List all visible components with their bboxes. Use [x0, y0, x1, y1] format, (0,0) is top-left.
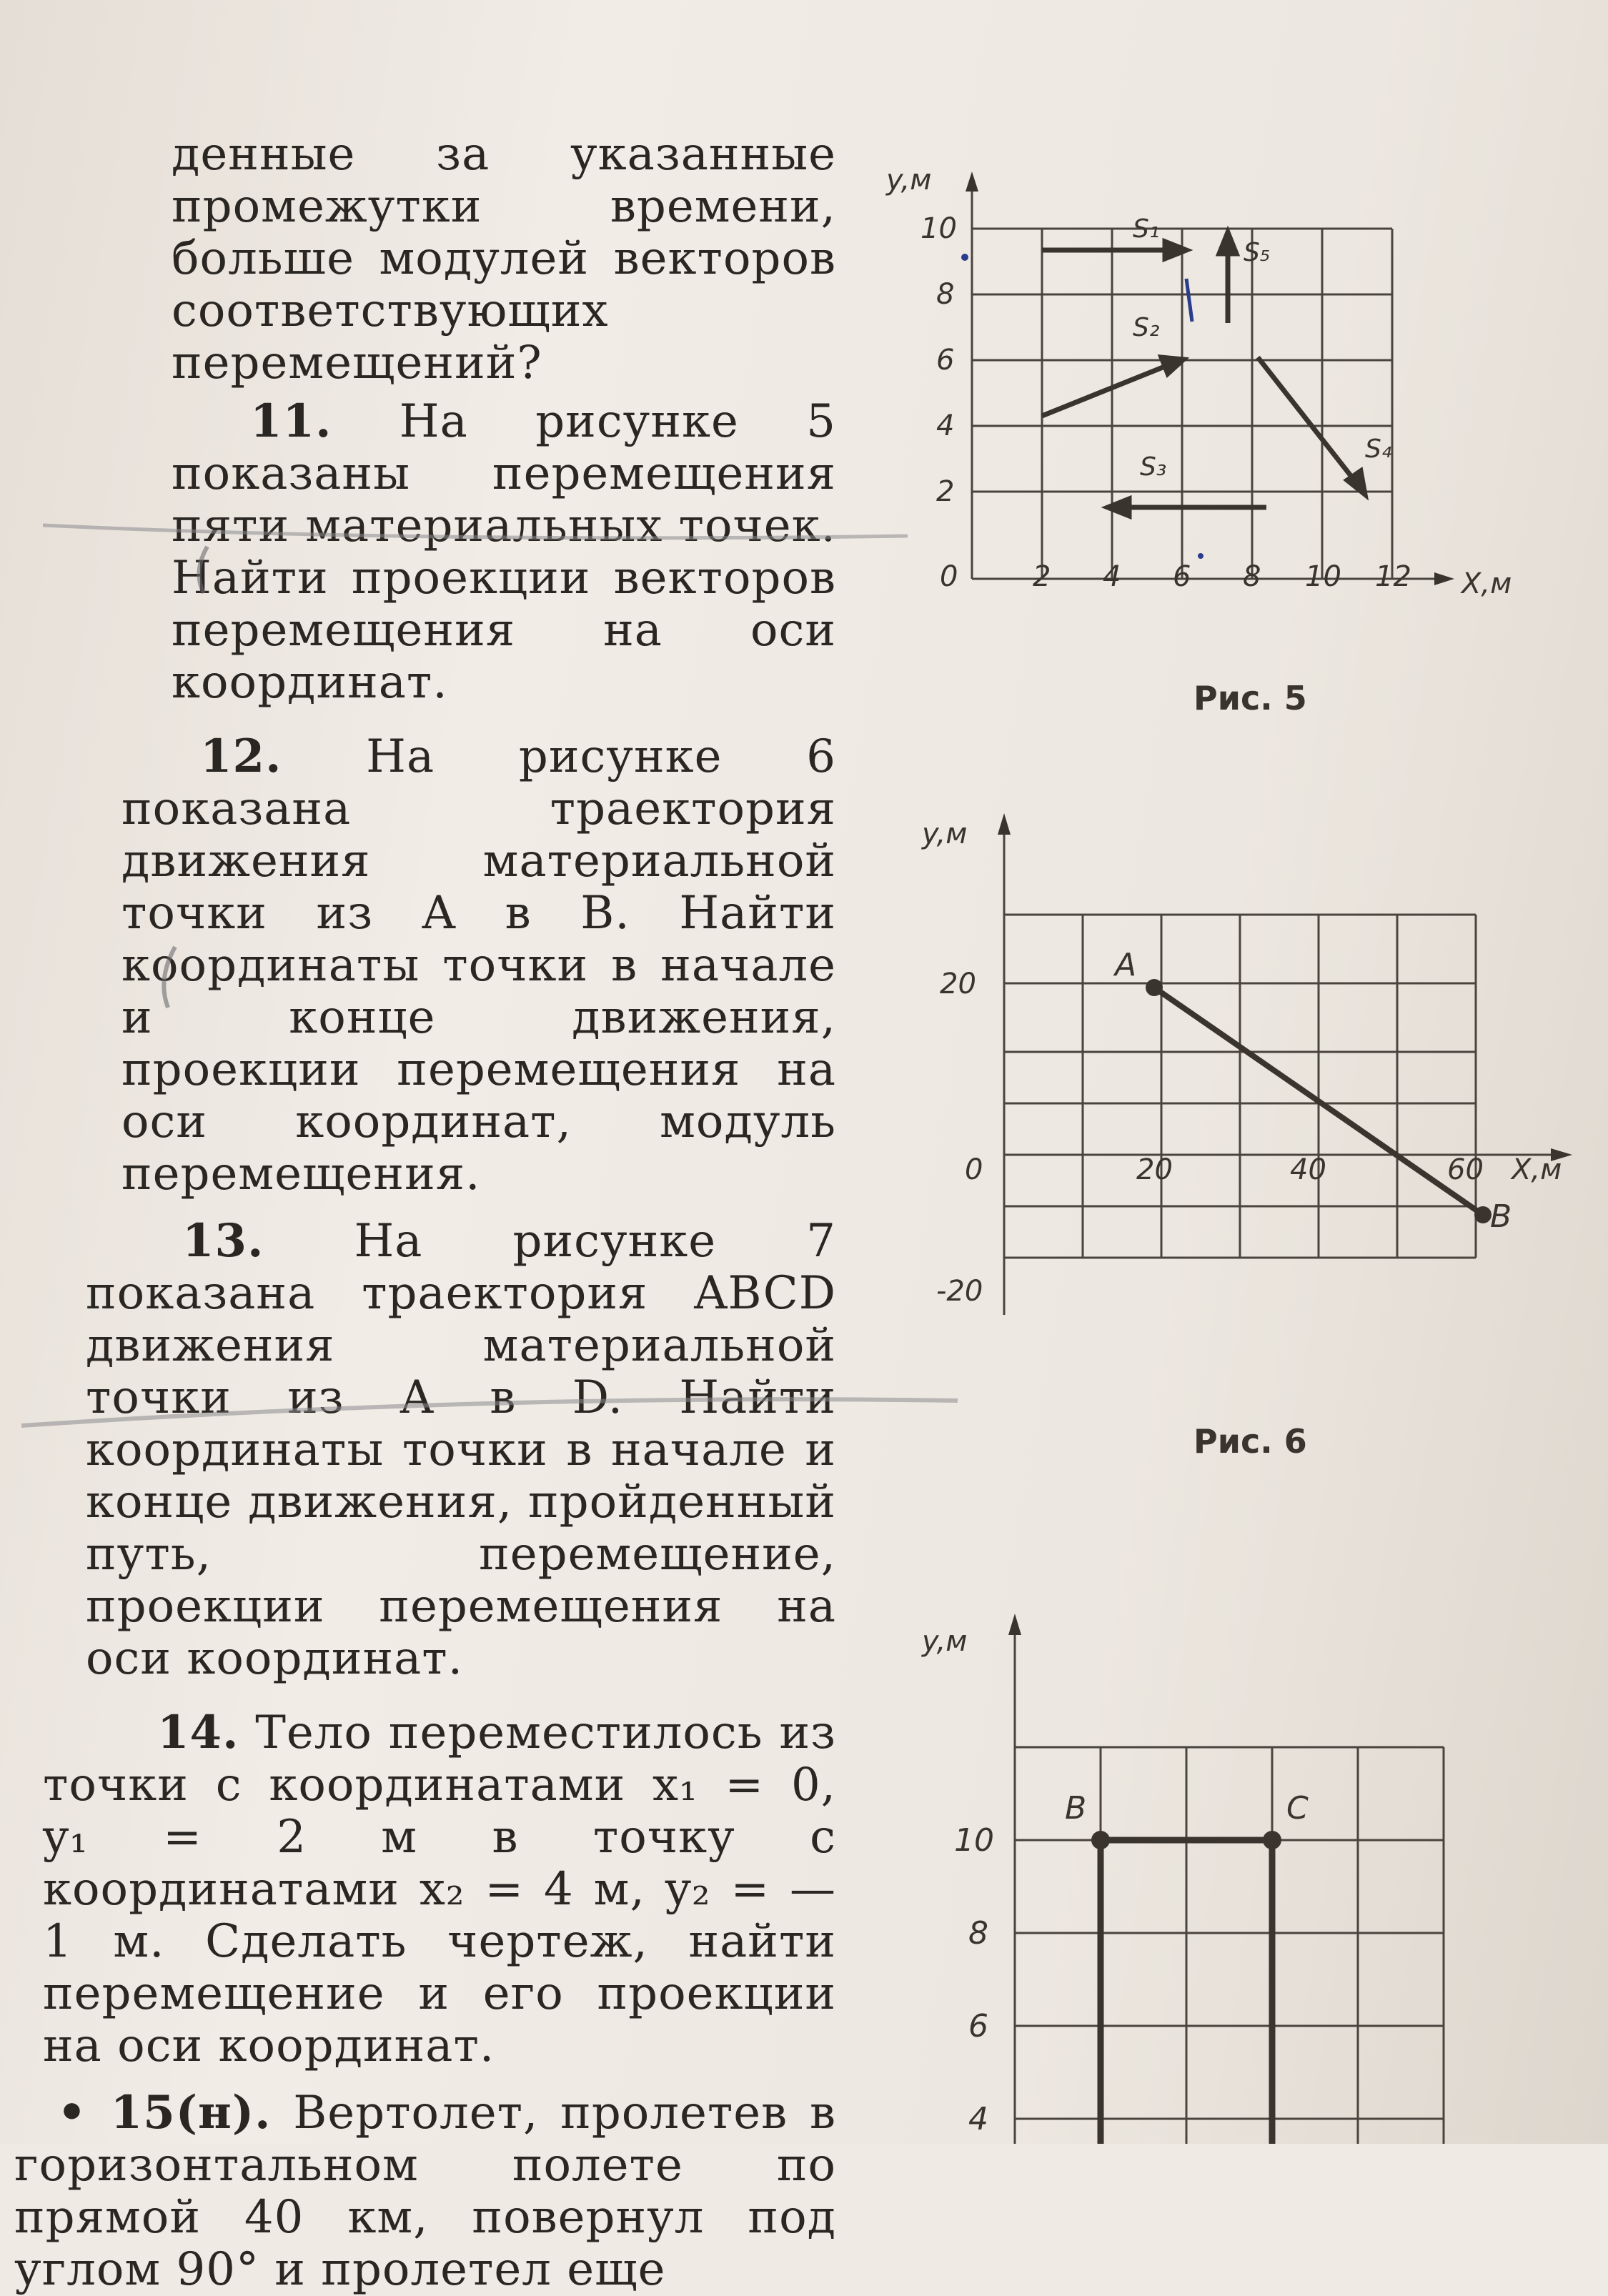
problem-12-number: 12.: [200, 730, 282, 783]
fig5-x-tick: 2: [1033, 560, 1051, 593]
fig7-y-tick: 10: [954, 1822, 994, 1859]
problem-11-number: 11.: [250, 394, 332, 448]
pencil-bracket-13: [164, 947, 175, 1008]
point-a: [1146, 979, 1163, 996]
label-s2: S₂: [1133, 313, 1160, 342]
problem-10-tail: денные за указанные промежутки времени, больше модулей векторов соответствующих перемещений?: [172, 128, 836, 389]
fig7-y-tick: 8: [968, 1915, 988, 1952]
problem-13-text: На рисунке 7 показана траектория ABCD движения материальной точки из A в D. Найти координаты точки в начале и конце движения, пройденный путь, перемещение, проекции перемещения на оси координат.: [86, 1215, 837, 1685]
fig5-y-tick: 10: [920, 212, 957, 245]
label-s5: S₅: [1244, 238, 1271, 267]
fig7-y-tick: 4: [968, 2101, 988, 2137]
label-s1: S₁: [1133, 214, 1160, 244]
point-b-label: B: [1490, 1198, 1512, 1235]
point-c-label: C: [1286, 1790, 1309, 1827]
fig7-y-ticks: [954, 1822, 994, 2137]
ink-dot: [961, 254, 968, 261]
fig7-y-tick: 6: [968, 2008, 988, 2044]
label-s3: S₃: [1140, 452, 1167, 482]
fig6-y-arrow: [998, 813, 1011, 835]
pencil-underline-13: [21, 1399, 958, 1426]
fig5-x-ticks: [940, 560, 1411, 593]
label-s4: S₄: [1365, 434, 1392, 464]
vector-s4: [1258, 357, 1354, 480]
point-a-label: A: [1115, 947, 1137, 983]
fig5-y-tick: 4: [936, 409, 955, 442]
problem-14-text: Тело переместилось из точки с координатами x₁ = 0, y₁ = 2 м в точку с координатами x₂ = 4 м, y₂ = — 1 м. Сделать чертеж, найти перемещение и его проекции на оси координат.: [43, 1706, 836, 2072]
point-c: [1263, 1831, 1281, 1849]
fig6-x-tick: 60: [1447, 1153, 1484, 1186]
fig5-y-arrow: [966, 172, 978, 192]
problem-15-number: • 15(н).: [57, 2086, 272, 2140]
ink-dot: [1198, 553, 1203, 559]
fig5-x-label: X,м: [1461, 567, 1512, 600]
fig5-x-arrow: [1434, 572, 1454, 585]
vector-s2: [1042, 366, 1166, 416]
fig5-y-tick: 2: [936, 475, 955, 508]
fig5-x-tick: 6: [1173, 560, 1191, 593]
fig6-y-tick: -20: [936, 1275, 983, 1308]
figure-6-caption: Рис. 6: [1193, 1422, 1307, 1461]
figure-7: [915, 1601, 1558, 2144]
figure-5: [872, 157, 1515, 615]
fig5-y-ticks: [920, 212, 957, 508]
fig5-x-tick: 4: [1103, 560, 1121, 593]
problem-14-number: 14.: [157, 1706, 239, 1759]
ink-mark: [1186, 279, 1192, 322]
fig5-y-tick: 8: [936, 278, 955, 311]
problem-15-text: Вертолет, пролетев в горизонтальном полете по прямой 40 км, повернул под углом 90° и пролетел еще: [14, 2087, 837, 2296]
fig5-x-tick: 10: [1305, 560, 1341, 593]
problem-12-text: На рисунке 6 показана траектория движения материальной точки из A в B. Найти координаты точки в начале и конце движения, проекции перемещения на оси координат, модуль перемещения.: [121, 730, 837, 1201]
fig7-y-arrow: [1008, 1614, 1021, 1635]
point-b-label: B: [1065, 1790, 1087, 1827]
fig6-x-label: X,м: [1512, 1153, 1562, 1186]
vector-s2-head: [1161, 357, 1183, 374]
fig6-x-tick: 20: [1136, 1153, 1173, 1186]
fig6-y-label: y,м: [922, 817, 968, 850]
pencil-underline-11: [43, 525, 908, 538]
point-b: [1474, 1206, 1492, 1223]
pencil-bracket-12: [199, 547, 207, 593]
figure-6: [915, 800, 1587, 1343]
fig6-y-tick: 20: [940, 968, 976, 1000]
fig6-x-tick: 40: [1290, 1153, 1326, 1186]
fig5-x-tick: 12: [1375, 560, 1411, 593]
vector-s5-head: [1219, 232, 1236, 254]
problem-13-number: 13.: [182, 1214, 264, 1268]
fig7-y-label: y,м: [922, 1625, 968, 1658]
fig7-grid: [1015, 1629, 1444, 2144]
fig5-y-label: y,м: [886, 164, 932, 197]
point-b: [1091, 1831, 1110, 1849]
fig5-x-tick: 0: [940, 560, 958, 593]
fig6-x-tick: 0: [965, 1153, 983, 1186]
figure-5-caption: Рис. 5: [1193, 679, 1307, 717]
problem-11-text: На рисунке 5 показаны перемещения пяти материальных точек. Найти проекции векторов перемещения на оси координат.: [172, 395, 836, 709]
fig5-x-tick: 8: [1243, 560, 1261, 593]
fig5-vectors: [1042, 232, 1365, 516]
fig5-y-tick: 6: [936, 344, 955, 377]
fig5-grid: [972, 186, 1436, 579]
